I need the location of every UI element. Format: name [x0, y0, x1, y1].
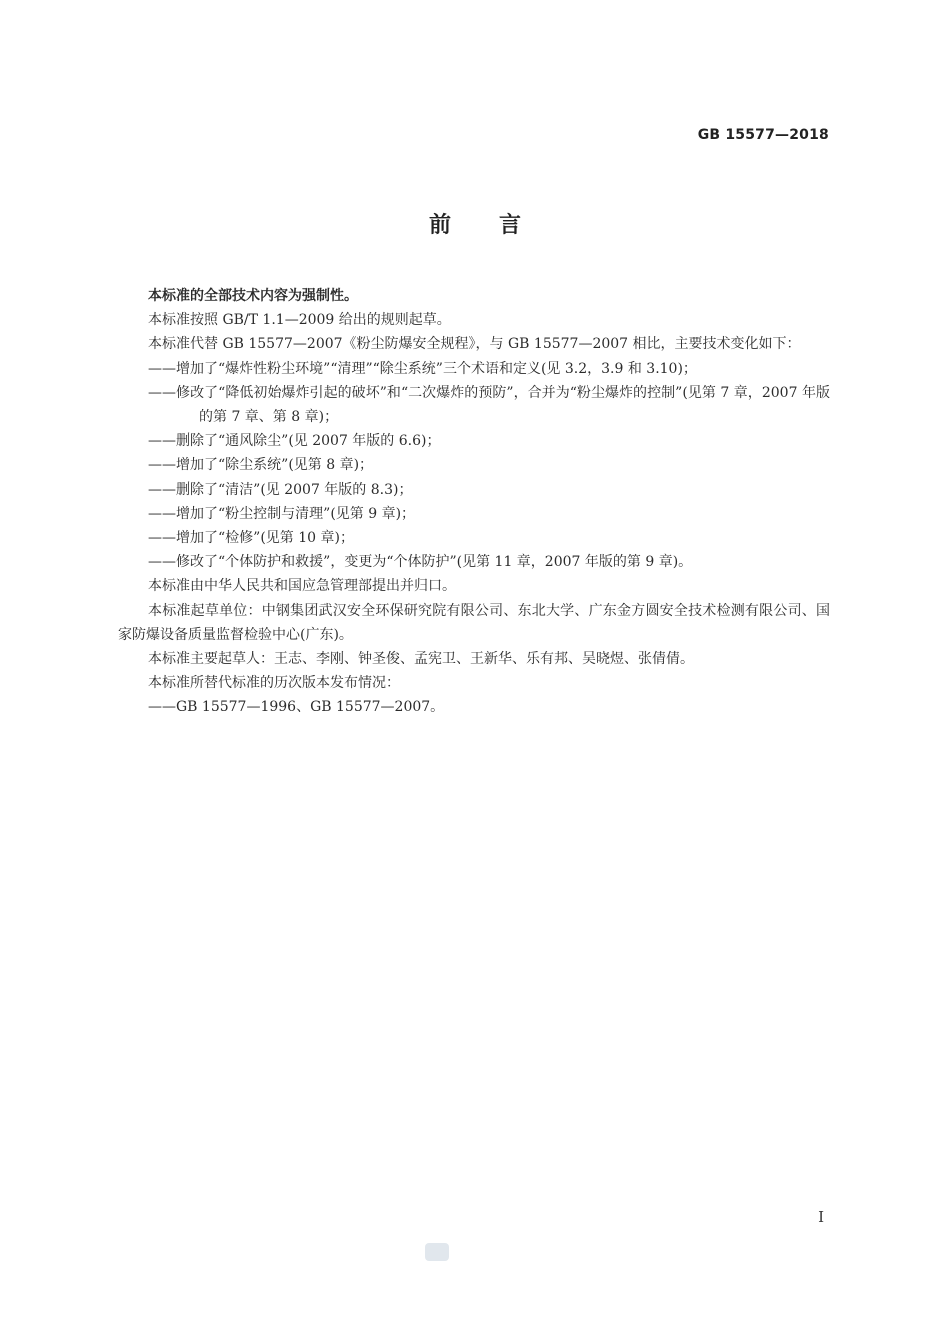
history-item: ——GB 15577—1996、GB 15577—2007。: [148, 699, 445, 716]
change-item: ——增加了“爆炸性粉尘环境”“清理”“除尘系统”三个术语和定义(见 3.2，3.9 和 3.10)；: [148, 360, 697, 377]
change-item: ——删除了“清洁”(见 2007 年版的 8.3)；: [148, 481, 413, 498]
change-item: ——删除了“通风除尘”(见 2007 年版的 6.6)；: [148, 433, 441, 450]
change-item: ——增加了“检修”(见第 10 章)；: [148, 530, 354, 547]
page-title: 前言: [428, 213, 569, 238]
change-item: ——增加了“除尘系统”(见第 8 章)；: [148, 457, 374, 474]
replacement-statement: 本标准代替 GB 15577—2007《粉尘防爆安全规程》，与 GB 15577—2007 相比，主要技术变化如下：: [148, 336, 801, 353]
drafting-rules-statement: 本标准按照 GB/T 1.1—2009 给出的规则起草。: [148, 312, 451, 329]
document-body: [118, 284, 830, 720]
page-number: I: [818, 1208, 824, 1226]
change-item: ——增加了“粉尘控制与清理”(见第 9 章)；: [148, 505, 416, 522]
standard-code: GB 15577—2018: [697, 127, 829, 143]
mandatory-statement: 本标准的全部技术内容为强制性。: [148, 288, 358, 304]
change-item: ——修改了“降低初始爆炸引起的破坏”和“二次爆炸的预防”，合并为“粉尘爆炸的控制”(见第 7 章，2007 年版的第 7 章、第 8 章)；: [148, 384, 830, 426]
watermark-logo-icon: [425, 1243, 449, 1261]
change-item: ——修改了“个体防护和救援”，变更为“个体防护”(见第 11 章，2007 年版的第 9 章)。: [148, 554, 693, 571]
drafting-units-statement: 本标准起草单位：中钢集团武汉安全环保研究院有限公司、东北大学、广东金方圆安全技术检测有限公司、国家防爆设备质量监督检验中心(广东)。: [118, 602, 830, 643]
history-statement: 本标准所替代标准的历次版本发布情况：: [148, 675, 400, 692]
drafters-statement: 本标准主要起草人：王志、李刚、钟圣俊、孟宪卫、王新华、乐有邦、吴晓煜、张倩倩。: [148, 651, 694, 668]
proposer-statement: 本标准由中华人民共和国应急管理部提出并归口。: [148, 578, 456, 595]
